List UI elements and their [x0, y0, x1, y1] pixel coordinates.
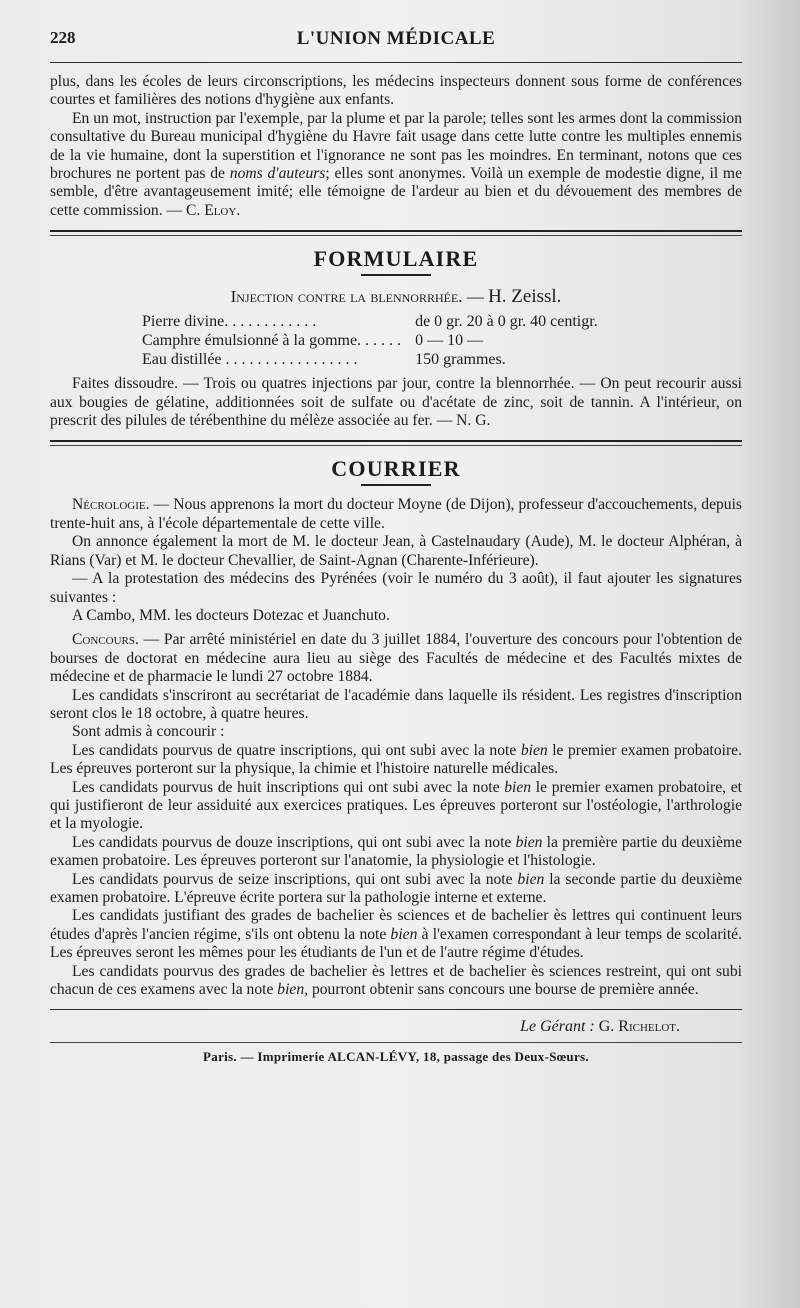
admis-paragraph: Sont admis à concourir :	[72, 723, 225, 741]
candidate-paragraph: Les candidats pourvus de douze inscriptions, qui ont subi avec la note bien la première partie du deuxième examen probatoire. Les épreuves porteront sur l'anatomie, la physiologie et l'histologie.	[50, 833, 742, 870]
formula-instructions: Faites dissoudre. — Trois ou quatres injections par jour, contre la blennorrhée. — On peut recourir aussi aux bougies de gélatine, additionnées soit de sulfate ou d'acétate de zinc, soit de tannin. A l'intérieur, on prescrit des pilules de térébenthine du mélèze associée au fer. — N. G.	[50, 375, 742, 430]
candidate-paragraph: Les candidats justifiant des grades de bachelier ès sciences et de bachelier ès lettres qui continuent leurs études d'après l'ancien régime, s'ils ont obtenu la note bien à l'examen correspondant à leur temps de scolarité. Les épreuves seront les mêmes pour les étudiants de l'un et de l'autre régime d'études.	[50, 907, 742, 962]
concours-paragraph: Concours. — Par arrêté ministériel en date du 3 juillet 1884, l'ouverture des concours pour l'obtention de bourses de doctorat en médecine aura lieu au siège des Facultés de médecine et des Facultés mixtes de médecine et de pharmacie le lundi 27 octobre 1884.	[50, 631, 742, 686]
ingredient-dose: de 0 gr. 20 à 0 gr. 40 centigr.	[415, 313, 598, 331]
gerant-name: G. Richelot.	[598, 1018, 680, 1036]
annonce-paragraph: On annonce également la mort de M. le docteur Jean, à Castelnaudary (Aude), M. le docteur Alphéran, à Rians (Var) et M. le docteur Chevallier, de Saint-Agnan (Charente-Inférieure).	[50, 533, 742, 569]
concours-label: Concours.	[72, 631, 139, 649]
ingredient-name: Eau distillée . . . . . . . . . . . . . . . . .	[142, 351, 358, 369]
recipe-table	[142, 312, 604, 369]
formula-heading: Injection contre la blennorrhée. — H. Zeissl.	[230, 286, 562, 308]
candidate-paragraph: Les candidats pourvus de quatre inscriptions, qui ont subi avec la note bien le premier examen probatoire. Les épreuves porteront sur la physique, la chimie et l'histoire naturelle médicales.	[50, 741, 742, 778]
necrologie-label: Nécrologie.	[72, 496, 150, 514]
journal-title: L'UNION MÉDICALE	[296, 28, 496, 49]
cambo-paragraph: A Cambo, MM. les docteurs Dotezac et Juanchuto.	[72, 606, 390, 624]
printer-imprint: Paris. — Imprimerie ALCAN-LÉVY, 18, passage des Deux-Sœurs.	[203, 1049, 589, 1065]
formula-author: H. Zeissl.	[488, 286, 562, 308]
gerant-label: Le Gérant :	[520, 1018, 599, 1036]
ingredient-name: Camphre émulsionné à la gomme. . . . . .	[142, 332, 402, 350]
formulaire-section	[50, 246, 742, 430]
candidate-paragraph: Les candidats pourvus des grades de bachelier ès lettres et de bachelier ès sciences restreint, qui ont subi chacun de ces examens avec la note bien, pourront obtenir sans concours une bourse de première année.	[50, 962, 742, 999]
recipe-row	[142, 312, 604, 331]
ingredient-name: Pierre divine. . . . . . . . . . . .	[142, 313, 317, 331]
page-number: 228	[50, 28, 76, 47]
italic-phrase: noms d'auteurs	[229, 165, 326, 183]
imprint-rule	[50, 1042, 742, 1043]
author-signature: Eloy.	[204, 201, 241, 219]
recipe-row	[142, 350, 604, 369]
candidate-paragraph: Les candidats pourvus de seize inscriptions, qui ont subi avec la note bien la seconde partie du deuxième examen probatoire. L'épreuve écrite portera sur la pathologie interne et externe.	[50, 870, 742, 906]
intro-section	[50, 63, 742, 220]
protestation-paragraph: — A la protestation des médecins des Pyrénées (voir le numéro du 3 août), il faut ajouter les signatures suivantes :	[50, 570, 742, 606]
formula-name: Injection contre la blennorrhée.	[230, 287, 463, 307]
intro-paragraph: En un mot, instruction par l'exemple, par la plume et par la parole; telles sont les armes dont la commission consultative du Bureau municipal d'hygiène du Havre fait usage dans cette lutte contre les multiples ennemis de la vie humaine, dont la superstition et l'ignorance ne sont pas les moindres. En terminant, notons que ces brochures ne portent pas de noms d'auteurs; elles sont anonymes. Voilà un exemple de modestie digne, il me semble, d'être avantageusement imité; elle témoigne de l'ardeur au bien et du dévouement des membres de cette commission. — C. Eloy.	[50, 109, 742, 219]
candidate-paragraph: Les candidats pourvus de huit inscriptions qui ont subi avec la note bien le premier examen probatoire, et qui justifieront de leur assiduité aux exercices pratiques. Les épreuves porteront sur l'ostéologie, l'arthrologie et la myologie.	[50, 778, 743, 833]
courrier-section	[50, 456, 742, 999]
recipe-row	[142, 331, 604, 350]
gerant-signature	[50, 1018, 742, 1036]
ingredient-dose: 0 — 10 —	[415, 332, 484, 350]
footer-rule	[50, 1009, 742, 1010]
necrologie-paragraph: Nécrologie. — Nous apprenons la mort du docteur Moyne (de Dijon), professeur d'accouchements, depuis trente-huit ans, à l'école départementale de cette ville.	[50, 496, 742, 532]
formulaire-title: FORMULAIRE	[313, 246, 479, 272]
ingredient-dose: 150 grammes.	[415, 351, 506, 369]
running-head	[50, 22, 742, 62]
courrier-title: COURRIER	[331, 456, 461, 482]
inscription-paragraph: Les candidats s'inscriront au secrétariat de l'académie dans laquelle ils résident. Les registres d'inscription seront clos le 18 octobre, à quatre heures.	[50, 686, 742, 722]
intro-paragraph: plus, dans les écoles de leurs circonscriptions, les médecins inspecteurs donnent sous forme de conférences courtes et familières des notions d'hygiène aux enfants.	[50, 73, 742, 109]
title-underline	[361, 274, 431, 276]
